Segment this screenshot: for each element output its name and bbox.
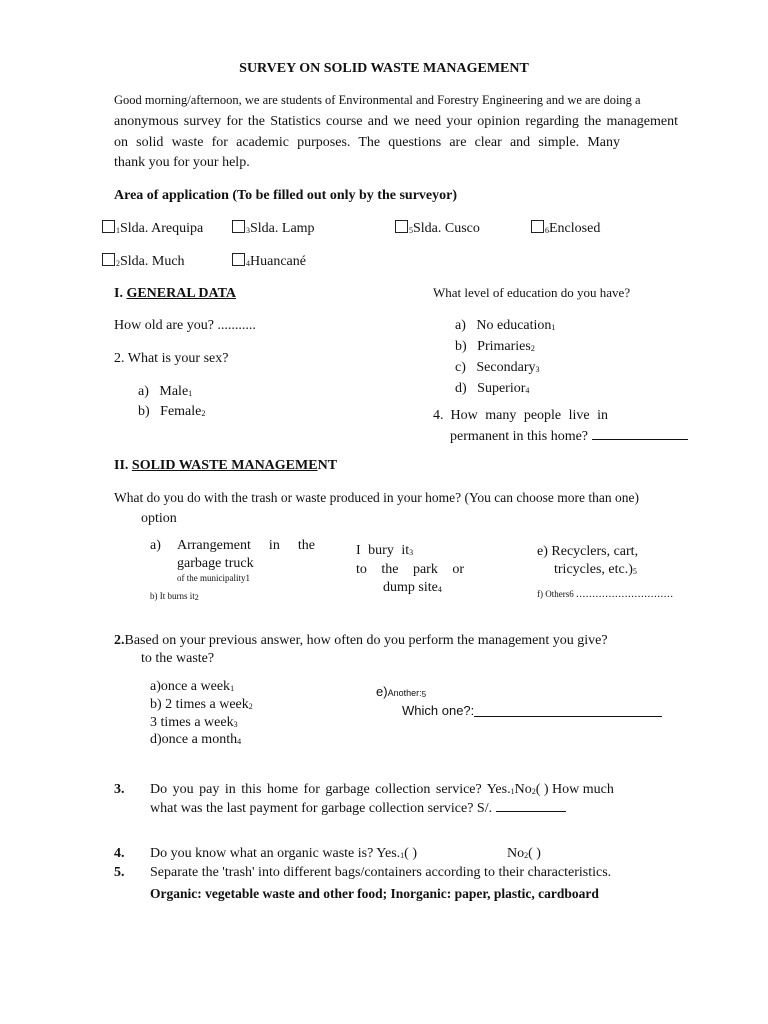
intro-line-3: on solid waste for academic purposes. The questions are clear and simple. Many — [114, 135, 620, 150]
which-one-label: Which one?: — [402, 703, 662, 718]
waste-question-2-line-2: to the waste? — [141, 651, 215, 666]
area-option-enclosed[interactable]: $_6$Enclosed — [531, 220, 600, 237]
checkbox[interactable] — [232, 220, 245, 233]
education-option-primaries[interactable]: b) Primaries$_2$ — [455, 339, 535, 354]
question-4-no[interactable]: $No_2$( ) — [507, 846, 541, 861]
checkbox[interactable] — [531, 220, 544, 233]
waste-option-f[interactable]: f) Others6 .............................. — [537, 588, 674, 600]
sex-question: 2. What is your sex? — [114, 351, 229, 366]
waste-option-bury[interactable]: I bury $it_3$ — [356, 543, 414, 558]
area-option-much[interactable]: $_2$Slda. Much — [102, 253, 185, 270]
intro-line-2: anonymous survey for the Statistics course and we need your opinion regarding the management — [114, 114, 678, 129]
question-5-definitions: Organic: vegetable waste and other food; Inorganic: paper, plastic, cardboard — [150, 886, 599, 901]
area-option-huancane[interactable]: $_4$Huancané — [232, 253, 306, 270]
freq-option-3[interactable]: 3 times a week$_3$ — [150, 715, 238, 730]
people-count-field[interactable] — [592, 439, 688, 440]
section-general-heading: I. GENERAL DATA — [114, 286, 237, 301]
question-3: Do you pay in this home for garbage collection service? $Yes._1No_2$( ) How much — [150, 782, 614, 797]
checkbox[interactable] — [102, 220, 115, 233]
area-option-cusco[interactable]: $_5$Slda. Cusco — [395, 220, 480, 237]
people-question: 4. How many people live in — [433, 408, 609, 423]
waste-question-2: 2.Based on your previous answer, how often do you perform the management you give? — [114, 633, 608, 648]
which-one-field[interactable] — [474, 716, 662, 717]
checkbox[interactable] — [232, 253, 245, 266]
waste-option-e[interactable]: e) Recyclers, cart, — [537, 544, 639, 559]
people-question-line-2: permanent in this home? — [450, 429, 688, 445]
freq-option-2[interactable]: b) 2 times a week$_2$ — [150, 697, 253, 712]
waste-option-e-line-2: tricycles, $etc.)_5$ — [554, 562, 637, 577]
waste-question-1-line-2: option — [141, 511, 177, 526]
page-title: SURVEY ON SOLID WASTE MANAGEMENT — [239, 61, 529, 76]
area-option-arequipa[interactable]: $_1$Slda. Arequipa — [102, 220, 203, 237]
section-waste-heading: II. SOLID WASTE MANAGEMENT — [114, 458, 338, 473]
education-question: What level of education do you have? — [433, 285, 631, 300]
age-question: How old are you? ........... — [114, 318, 256, 333]
waste-option-park[interactable]: to the park or — [356, 562, 464, 577]
freq-option-4[interactable]: d)once a month$_4$ — [150, 732, 242, 747]
question-3-line-2: what was the last payment for garbage collection service? S/. — [150, 801, 566, 817]
intro-line-4: thank you for your help. — [114, 155, 250, 170]
waste-option-a-line-2: garbage truck — [177, 556, 254, 571]
waste-question-1: What do you do with the trash or waste produced in your home? (You can choose more than one) — [114, 490, 639, 505]
intro-line-1: Good morning/afternoon, we are students of Environmental and Forestry Engineering and we are doing a — [114, 93, 641, 107]
waste-option-a-letter: a) — [150, 538, 161, 553]
education-option-none[interactable]: a) No education$_1$ — [455, 318, 556, 333]
checkbox[interactable] — [102, 253, 115, 266]
education-option-superior[interactable]: d) Superior$_4$ — [455, 381, 530, 396]
question-4-number: 4. — [114, 846, 125, 861]
freq-option-1[interactable]: a)once a week$_1$ — [150, 679, 235, 694]
education-option-secondary[interactable]: c) Secondary$_3$ — [455, 360, 540, 375]
waste-option-a-line-3: of the municipality1 — [177, 573, 250, 583]
area-heading: Area of application (To be filled out only by the surveyor) — [114, 188, 458, 203]
checkbox[interactable] — [395, 220, 408, 233]
area-option-lamp[interactable]: $_3$Slda. Lamp — [232, 220, 315, 237]
waste-option-b[interactable]: b) It burns $it_2$ — [150, 591, 199, 602]
freq-option-another[interactable]: $e)Another:_5$ — [376, 684, 427, 699]
question-3-number: 3. — [114, 782, 125, 797]
payment-field[interactable] — [496, 811, 566, 812]
waste-option-park-line-2: dump site$_4$ — [383, 580, 442, 595]
sex-option-male[interactable]: a) Male$_1$ — [138, 384, 193, 399]
question-5: Separate the 'trash' into different bags/containers according to their characteristics. — [150, 865, 612, 880]
sex-option-female[interactable]: b) Female$_2$ — [138, 404, 206, 419]
question-4: Do you know what an organic waste is? $Yes._1$( ) — [150, 846, 417, 861]
waste-option-a[interactable]: Arrangement in the — [177, 538, 315, 553]
question-5-number: 5. — [114, 865, 125, 880]
